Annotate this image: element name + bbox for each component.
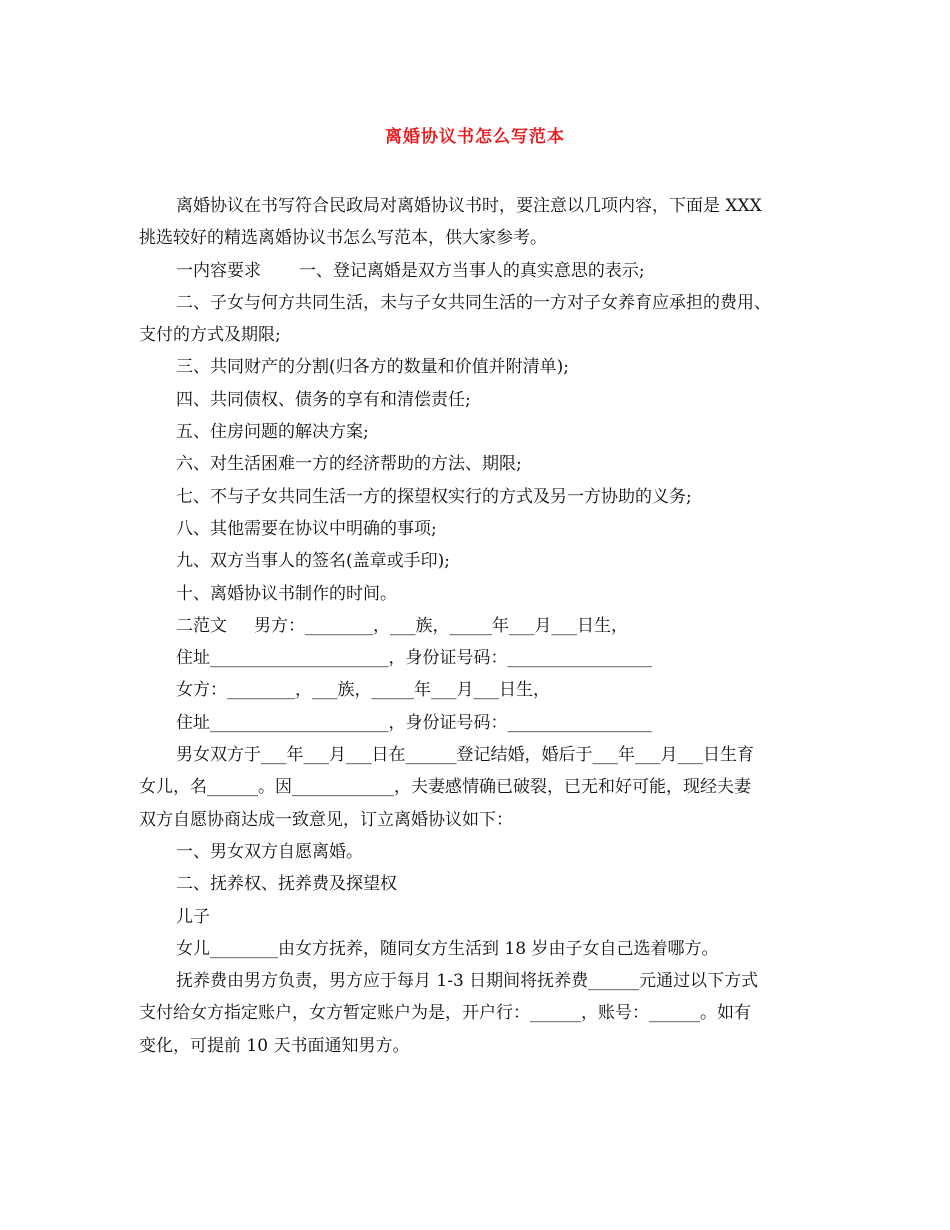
paragraph-line: 变化，可提前 10 天书面通知男方。 [139, 1035, 410, 1056]
paragraph-line: 儿子 [176, 906, 210, 927]
paragraph-line: 双方自愿协商达成一致意见，订立离婚协议如下： [139, 809, 513, 830]
paragraph-line: 住址_____________________，身份证号码：_________________ [176, 712, 652, 733]
paragraph-line: 女儿________由女方抚养，随同女方生活到 18 岁由子女自己选着哪方。 [176, 938, 719, 959]
paragraph-line: 七、不与子女共同生活一方的探望权实行的方式及另一方协助的义务; [176, 486, 692, 507]
paragraph-line: 三、共同财产的分割(归各方的数量和价值并附清单); [176, 357, 569, 378]
paragraph-line: 二范文 男方：________，___族，_____年___月___日生， [176, 615, 629, 636]
paragraph-line: 二、子女与何方共同生活，未与子女共同生活的一方对子女养育应承担的费用、 [176, 292, 771, 313]
paragraph-line: 六、对生活困难一方的经济帮助的方法、期限; [176, 454, 522, 475]
paragraph-line: 住址_____________________，身份证号码：_________________ [176, 648, 652, 669]
paragraph-line: 抚养费由男方负责，男方应于每月 1-3 日期间将抚养费______元通过以下方式 [176, 971, 759, 992]
paragraph-line: 二、抚养权、抚养费及探望权 [176, 874, 397, 895]
paragraph-line: 一、男女双方自愿离婚。 [176, 841, 363, 862]
paragraph-line: 九、双方当事人的签名(盖章或手印); [176, 551, 450, 572]
paragraph-line: 支付的方式及期限; [139, 325, 281, 346]
paragraph-line: 八、其他需要在协议中明确的事项; [176, 518, 437, 539]
paragraph-line: 女方：________，___族，_____年___月___日生， [176, 680, 550, 701]
document-body [139, 190, 819, 1062]
paragraph-line: 挑选较好的精选离婚协议书怎么写范本，供大家参考。 [139, 228, 547, 249]
paragraph-line: 男女双方于___年___月___日在______登记结婚，婚后于___年___月___日生育 [176, 745, 754, 766]
paragraph-line: 四、共同债权、债务的享有和清偿责任; [176, 389, 471, 410]
paragraph-line: 五、住房问题的解决方案; [176, 422, 369, 443]
paragraph-line: 支付给女方指定账户，女方暂定账户为是，开户行：______，账号：______。如有 [139, 1003, 751, 1024]
paragraph-line: 十、离婚协议书制作的时间。 [176, 583, 397, 604]
paragraph-line: 一内容要求 一、登记离婚是双方当事人的真实意思的表示; [176, 260, 645, 281]
paragraph-line: 女儿，名______。因____________，夫妻感情确已破裂，已无和好可能，现经夫妻 [139, 777, 751, 798]
paragraph-line: 离婚协议在书写符合民政局对离婚协议书时，要注意以几项内容，下面是 XXX [176, 196, 762, 216]
document-title: 离婚协议书怎么写范本 [385, 127, 565, 147]
